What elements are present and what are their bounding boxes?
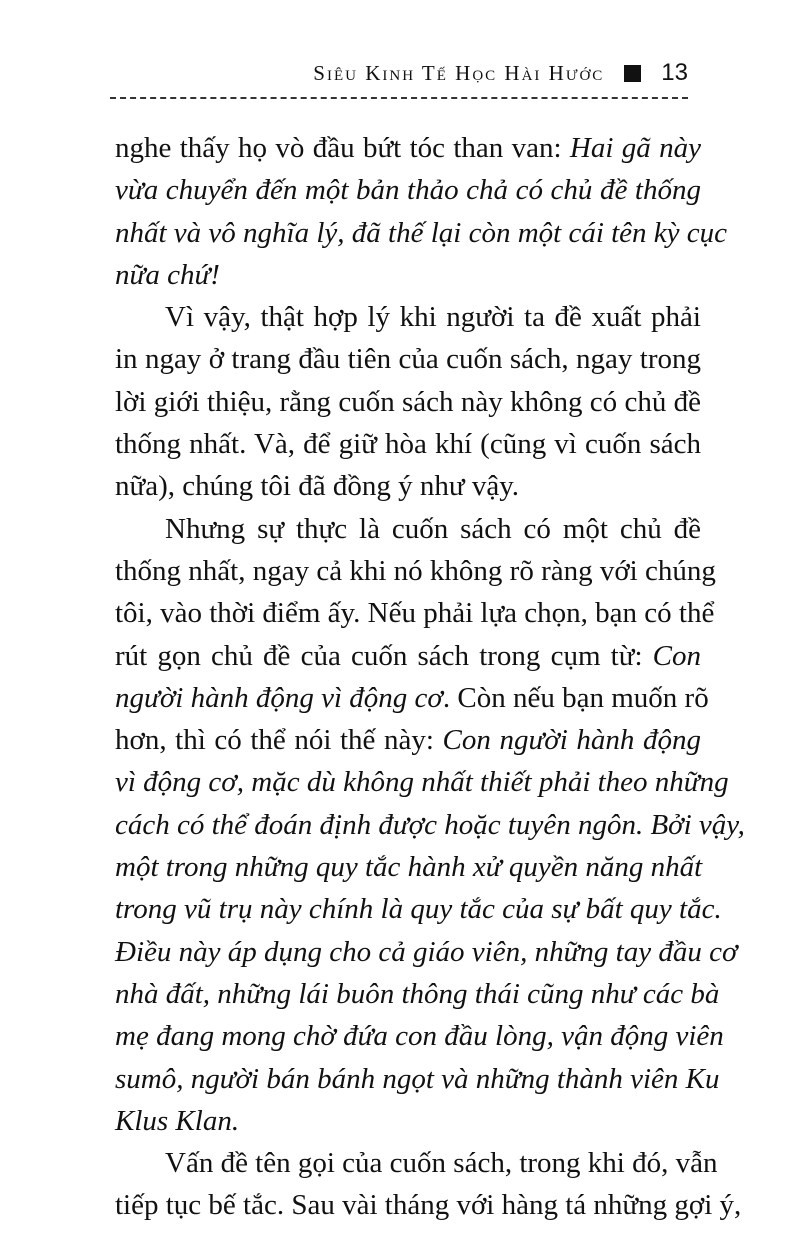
text-line: [115, 1100, 701, 1142]
text-line: [115, 1058, 720, 1100]
paragraph: [115, 127, 728, 296]
paragraph: [115, 1142, 742, 1227]
italic-text: trong vũ trụ này chính là quy tắc của sự bất quy tắc.: [115, 893, 722, 926]
text-line: [115, 973, 720, 1015]
text-line: [115, 465, 701, 507]
page-body: [115, 127, 745, 1227]
text: nghe thấy họ vò đầu bứt tóc than van:: [115, 132, 570, 164]
running-title: Siêu Kinh Tế Học Hài Hước: [313, 60, 605, 85]
text: Vì vậy, thật hợp lý khi người ta đề xuất phải: [165, 301, 701, 334]
text-line: [115, 677, 709, 719]
text-line: [115, 804, 745, 846]
text-line: [115, 423, 701, 465]
text-line: [115, 381, 701, 423]
text-line: [115, 254, 701, 296]
header-divider: [110, 97, 688, 99]
text-line: [115, 635, 701, 677]
italic-text: nhà đất, những lái buôn thông thái cũng như các bà: [115, 977, 720, 1010]
italic-text: nữa chứ!: [115, 258, 220, 291]
paragraph: [115, 296, 701, 507]
text: in ngay ở trang đầu tiên của cuốn sách, ngay trong: [115, 343, 701, 376]
italic-text: cách có thể đoán định được hoặc tuyên ngôn. Bởi vậy,: [115, 808, 745, 841]
italic-text: Con: [652, 639, 701, 672]
text: thống nhất, ngay cả khi nó không rõ ràng với chúng: [115, 554, 716, 587]
text-line: [115, 888, 722, 930]
text-line: [115, 1184, 742, 1226]
text-line: [115, 761, 729, 803]
text-line: [115, 846, 701, 888]
running-header: [115, 56, 688, 90]
text-line: [115, 719, 701, 761]
text: tiếp tục bế tắc. Sau vài tháng với hàng tá những gợi ý,: [115, 1189, 742, 1222]
text: . Còn nếu bạn muốn rõ: [442, 681, 709, 714]
text-line: [115, 212, 728, 254]
text-line: [115, 127, 701, 169]
text-line: [115, 592, 715, 634]
italic-text: Klus Klan.: [115, 1104, 240, 1137]
text-line: [115, 1142, 718, 1184]
italic-text: nhất và vô nghĩa lý, đã thế lại còn một cái tên kỳ cục: [115, 216, 728, 249]
text-line: [115, 508, 701, 550]
italic-text: Hai gã này: [569, 132, 702, 164]
text-line: [115, 296, 701, 338]
italic-text: vừa chuyển đến một bản thảo chả có chủ đề thống: [115, 174, 701, 207]
italic-text: một trong những quy tắc hành xử quyền năng nhất: [115, 851, 703, 884]
text: Nhưng sự thực là cuốn sách có một chủ đề: [165, 512, 701, 545]
text-line: [115, 1015, 724, 1057]
italic-text: sumô, người bán bánh ngọt và những thành viên Ku: [115, 1062, 720, 1095]
text: thống nhất. Và, để giữ hòa khí (cũng vì cuốn sách: [115, 428, 701, 461]
text-line: [115, 931, 738, 973]
text-line: [115, 169, 701, 211]
square-bullet-icon: [624, 65, 641, 82]
italic-text: người hành động vì động cơ: [115, 681, 443, 714]
text: nữa), chúng tôi đã đồng ý như vậy.: [115, 470, 520, 503]
text: tôi, vào thời điểm ấy. Nếu phải lựa chọn, bạn có thể: [115, 597, 715, 630]
text: rút gọn chủ đề của cuốn sách trong cụm từ:: [115, 639, 653, 672]
paragraph: [115, 508, 745, 1142]
text: lời giới thiệu, rằng cuốn sách này không có chủ đề: [115, 385, 701, 418]
page-number: 13: [661, 59, 688, 86]
italic-text: vì động cơ, mặc dù không nhất thiết phải theo những: [115, 766, 729, 799]
italic-text: Điều này áp dụng cho cả giáo viên, những tay đầu cơ: [115, 935, 738, 968]
italic-text: mẹ đang mong chờ đứa con đầu lòng, vận động viên: [115, 1020, 724, 1053]
italic-text: Con người hành động: [442, 724, 701, 757]
text-line: [115, 550, 716, 592]
text-line: [115, 338, 701, 380]
text: hơn, thì có thể nói thế này:: [115, 724, 443, 757]
text: Vấn đề tên gọi của cuốn sách, trong khi đó, vẫn: [165, 1147, 718, 1180]
